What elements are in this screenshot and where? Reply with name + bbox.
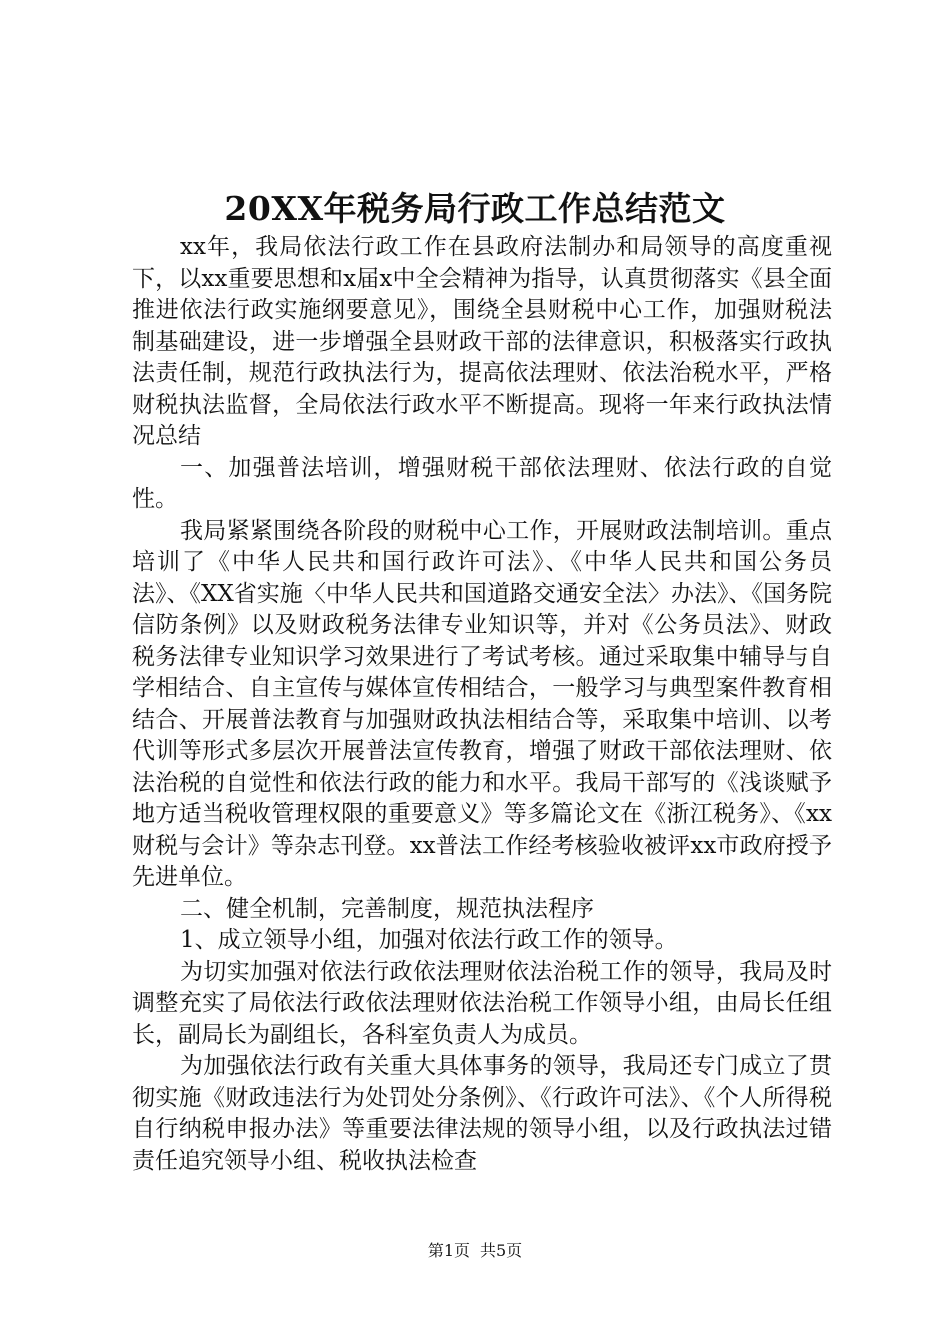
page-number: 第1页 bbox=[427, 1241, 470, 1260]
section-heading-2: 二、健全机制，完善制度，规范执法程序 bbox=[180, 895, 594, 922]
paragraph-intro: xx年，我局依法行政工作在县政府法制办和局领导的高度重视下，以xx重要思想和x届x中全会精神为指导，认真贯彻落实《县全面推进依法行政实施纲要意见》，围绕全县财税中心工作，加强财税法制基础建设，进一步增强全县财政干部的法律意识，积极落实行政执法责任制，规范行政执法行为，提高依法理财、依法治税水平，严格财税执法监督，全局依法行政水平不断提高。现将一年来行政执法情况总结 bbox=[132, 234, 832, 449]
page-footer bbox=[0, 1240, 950, 1262]
paragraph-leadership-group: 为切实加强对依法行政依法理财依法治税工作的领导，我局及时调整充实了局依法行政依法理财依法治税工作领导小组，由局长任组长，副局长为副组长，各科室负责人为成员。 bbox=[132, 958, 832, 1048]
section-heading-1: 一、加强普法培训，增强财税干部依法理财、依法行政的自觉性。 bbox=[132, 454, 832, 512]
paragraph-training: 我局紧紧围绕各阶段的财税中心工作，开展财政法制培训。重点培训了《中华人民共和国行政许可法》、《中华人民共和国公务员法》、《XX省实施〈中华人民共和国道路交通安全法〉办法》、《国务院信防条例》以及财政税务法律专业知识等，并对《公务员法》、财政税务法律专业知识学习效果进行了考试考核。通过采取集中辅导与自学相结合、自主宣传与媒体宣传相结合，一般学习与典型案件教育相结合、开展普法教育与加强财政执法相结合等，采取集中培训、以考代训等形式多层次开展普法宣传教育，增强了财政干部依法理财、依法治税的自觉性和依法行政的能力和水平。我局干部写的《浅谈赋予地方适当税收管理权限的重要意义》等多篇论文在《浙江税务》、《xx财税与会计》等杂志刊登。xx普法工作经考核验收被评xx市政府授予先进单位。 bbox=[132, 517, 832, 890]
subsection-heading-1: 1、成立领导小组，加强对依法行政工作的领导。 bbox=[180, 927, 678, 953]
document-title: 20XX年税务局行政工作总结范文 bbox=[224, 189, 726, 228]
page-total: 共5页 bbox=[480, 1241, 523, 1260]
paragraph-special-groups: 为加强依法行政有关重大具体事务的领导，我局还专门成立了贯彻实施《财政违法行为处罚处分条例》、《行政许可法》、《个人所得税自行纳税申报办法》等重要法律法规的领导小组，以及行政执法过错责任追究领导小组、税收执法检查 bbox=[132, 1053, 832, 1174]
document-body bbox=[132, 232, 832, 1177]
